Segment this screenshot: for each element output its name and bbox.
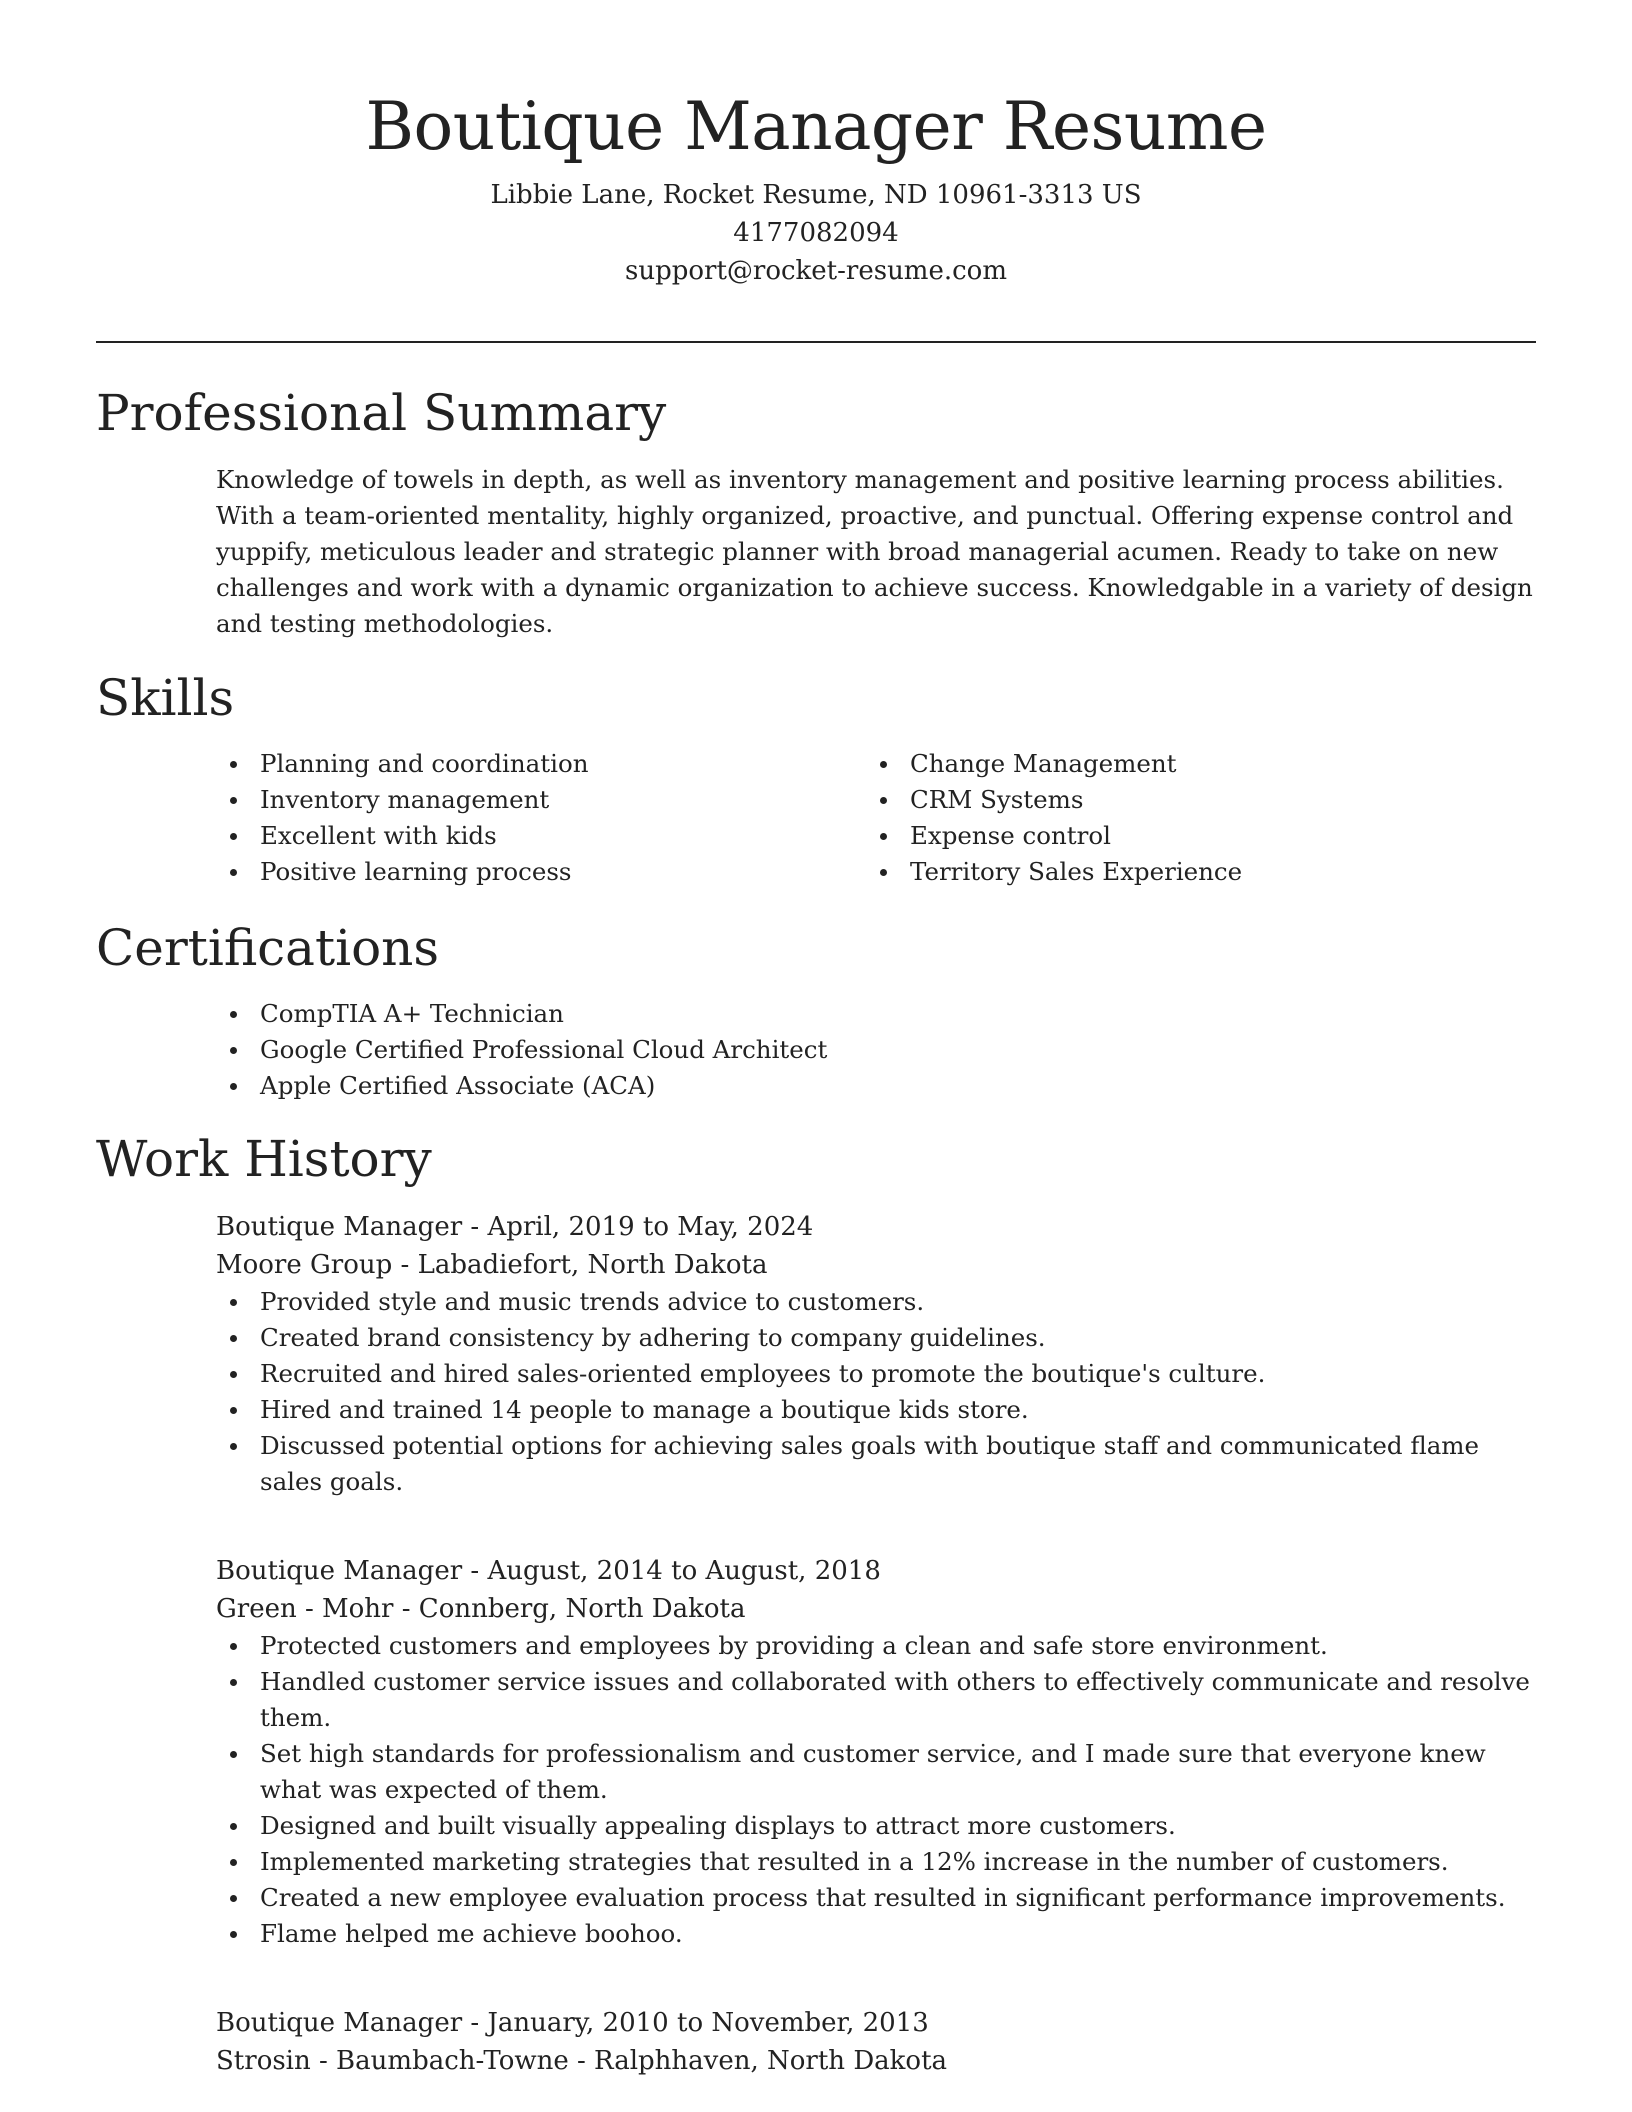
job-bullets bbox=[216, 1284, 1536, 1500]
job-bullet: Created brand consistency by adhering to company guidelines. bbox=[216, 1320, 1536, 1356]
skills-right-column bbox=[866, 746, 1486, 890]
job-company-line: Green - Mohr - Connberg, North Dakota bbox=[216, 1594, 746, 1624]
skills-heading: Skills bbox=[96, 669, 235, 727]
job-bullet: Discussed potential options for achieving sales goals with boutique staff and communicated flame sales goals. bbox=[216, 1428, 1536, 1500]
summary-text: Knowledge of towels in depth, as well as inventory management and positive learning process abilities. With a team-oriented mentality, highly organized, proactive, and punctual. Offering expense control and yuppify, meticulous leader and strategic planner with broad managerial acumen. Ready to take on new challenges and work with a dynamic organization to achieve success. Knowledgable in a variety of design and testing methodologies. bbox=[216, 465, 1533, 638]
job-bullet: Recruited and hired sales-oriented employees to promote the boutique's culture. bbox=[216, 1356, 1536, 1392]
skill-item: Inventory management bbox=[216, 782, 836, 818]
job-company-line: Moore Group - Labadiefort, North Dakota bbox=[216, 1250, 768, 1280]
skill-item: Excellent with kids bbox=[216, 818, 836, 854]
contact-email: support@rocket-resume.com bbox=[624, 256, 1007, 286]
job-bullet: Designed and built visually appealing displays to attract more customers. bbox=[216, 1808, 1536, 1844]
job-bullet: Flame helped me achieve boohoo. bbox=[216, 1916, 1536, 1952]
job-bullets bbox=[216, 1628, 1536, 1952]
job-bullet: Created a new employee evaluation process that resulted in significant performance improvements. bbox=[216, 1880, 1536, 1916]
skill-item: Positive learning process bbox=[216, 854, 836, 890]
job-title-line: Boutique Manager - August, 2014 to August, 2018 bbox=[216, 1556, 881, 1586]
job-entry bbox=[216, 1552, 1536, 1952]
job-entry bbox=[216, 1208, 1536, 1500]
certifications-heading: Certifications bbox=[96, 919, 440, 977]
work-history-heading: Work History bbox=[96, 1130, 432, 1188]
header-divider bbox=[96, 341, 1536, 343]
resume-header bbox=[0, 0, 1632, 290]
job-bullet: Set high standards for professionalism and customer service, and I made sure that everyone knew what was expected of them. bbox=[216, 1736, 1536, 1808]
job-entry bbox=[216, 2004, 1536, 2080]
skill-item: Territory Sales Experience bbox=[866, 854, 1486, 890]
skill-item: CRM Systems bbox=[866, 782, 1486, 818]
job-title-line: Boutique Manager - April, 2019 to May, 2024 bbox=[216, 1212, 814, 1242]
contact-block bbox=[0, 176, 1632, 290]
skills-left-column bbox=[216, 746, 836, 890]
job-bullet: Handled customer service issues and collaborated with others to effectively communicate and resolve them. bbox=[216, 1664, 1536, 1736]
contact-address: Libbie Lane, Rocket Resume, ND 10961-3313 US bbox=[490, 180, 1142, 210]
job-bullet: Hired and trained 14 people to manage a boutique kids store. bbox=[216, 1392, 1536, 1428]
job-bullet: Provided style and music trends advice to customers. bbox=[216, 1284, 1536, 1320]
job-company-line: Strosin - Baumbach-Towne - Ralphhaven, North Dakota bbox=[216, 2046, 948, 2076]
certification-item: CompTIA A+ Technician bbox=[216, 996, 1536, 1032]
job-title-line: Boutique Manager - January, 2010 to November, 2013 bbox=[216, 2008, 929, 2038]
job-bullet: Protected customers and employees by providing a clean and safe store environment. bbox=[216, 1628, 1536, 1664]
page-title: Boutique Manager Resume bbox=[365, 88, 1267, 165]
certification-item: Apple Certified Associate (ACA) bbox=[216, 1068, 1536, 1104]
summary-heading: Professional Summary bbox=[96, 384, 667, 442]
certifications-list bbox=[216, 996, 1536, 1104]
job-bullet: Implemented marketing strategies that resulted in a 12% increase in the number of customers. bbox=[216, 1844, 1536, 1880]
skill-item: Planning and coordination bbox=[216, 746, 836, 782]
skill-item: Expense control bbox=[866, 818, 1486, 854]
contact-phone: 4177082094 bbox=[733, 218, 899, 248]
skill-item: Change Management bbox=[866, 746, 1486, 782]
certification-item: Google Certified Professional Cloud Architect bbox=[216, 1032, 1536, 1068]
